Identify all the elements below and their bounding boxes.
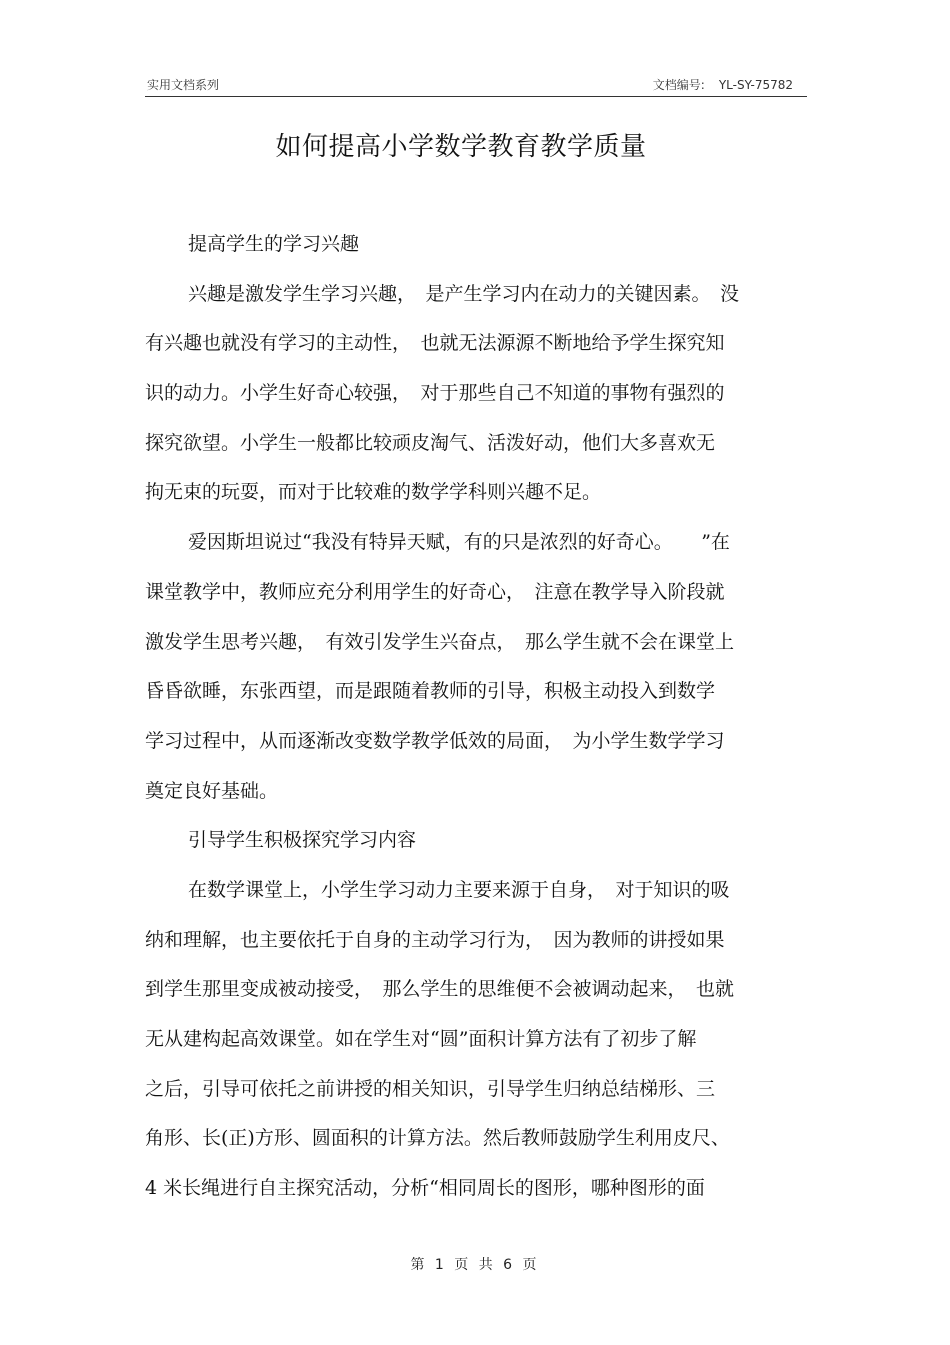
document-body — [145, 220, 807, 1214]
paragraph-line: 识的动力。小学生好奇心较强， 对于那些自己不知道的事物有强烈的 — [145, 382, 725, 405]
paragraph-line: 兴趣是激发学生学习兴趣， 是产生学习内在动力的关键因素。 没 — [188, 282, 740, 305]
paragraph-line: 在数学课堂上，小学生学习动力主要来源于自身， 对于知识的吸 — [188, 878, 730, 901]
paragraph-line: 之后，引导可依托之前讲授的相关知识，引导学生归纳总结梯形、三 — [145, 1077, 716, 1100]
document-title: 如何提高小学数学教育教学质量 — [275, 132, 647, 162]
paragraph-line: 到学生那里变成被动接受， 那么学生的思维便不会被调动起来， 也就 — [145, 978, 735, 1001]
paragraph-line: 角形、长(正)方形、圆面积的计算方法。然后教师鼓励学生利用皮尺、 — [145, 1127, 730, 1150]
paragraph-line: 激发学生思考兴趣， 有效引发学生兴奋点， 那么学生就不会在课堂上 — [145, 630, 735, 653]
doc-number-label: 文档编号: — [652, 78, 705, 92]
doc-number-value: YL-SY-75782 — [718, 78, 793, 92]
paragraph-line: 爱因斯坦说过“我没有特异天赋，有的只是浓烈的好奇心。 ”在 — [188, 531, 730, 554]
section-heading: 提高学生的学习兴趣 — [188, 233, 360, 255]
header-series: 实用文档系列 — [147, 78, 220, 92]
paragraph-line: 纳和理解，也主要依托于自身的主动学习行为， 因为教师的讲授如果 — [145, 928, 725, 951]
paragraph-line: 学习过程中，从而逐渐改变数学教学低效的局面， 为小学生数学学习 — [145, 729, 725, 752]
paragraph-line: 拘无束的玩耍，而对于比较难的数学学科则兴趣不足。 — [145, 481, 602, 504]
paragraph-line: 4 米长绳进行自主探究活动，分析“相同周长的图形，哪种图形的面 — [145, 1177, 705, 1200]
paragraph-line: 有兴趣也就没有学习的主动性， 也就无法源源不断地给予学生探究知 — [145, 332, 725, 355]
page-footer: 第 1 页 共 6 页 — [410, 1257, 540, 1273]
paragraph-line: 无从建构起高效课堂。如在学生对“圆”面积计算方法有了初步了解 — [145, 1028, 697, 1050]
paragraph-line: 奠定良好基础。 — [145, 779, 279, 802]
section-heading: 引导学生积极探究学习内容 — [188, 829, 417, 852]
page-header — [145, 74, 807, 97]
header-doc-number — [653, 76, 793, 93]
paragraph-line: 课堂教学中，教师应充分利用学生的好奇心， 注意在教学导入阶段就 — [145, 580, 725, 603]
paragraph-line: 探究欲望。小学生一般都比较顽皮淘气、活泼好动，他们大多喜欢无 — [145, 431, 716, 454]
paragraph-line: 昏昏欲睡，东张西望，而是跟随着教师的引导，积极主动投入到数学 — [145, 680, 716, 703]
